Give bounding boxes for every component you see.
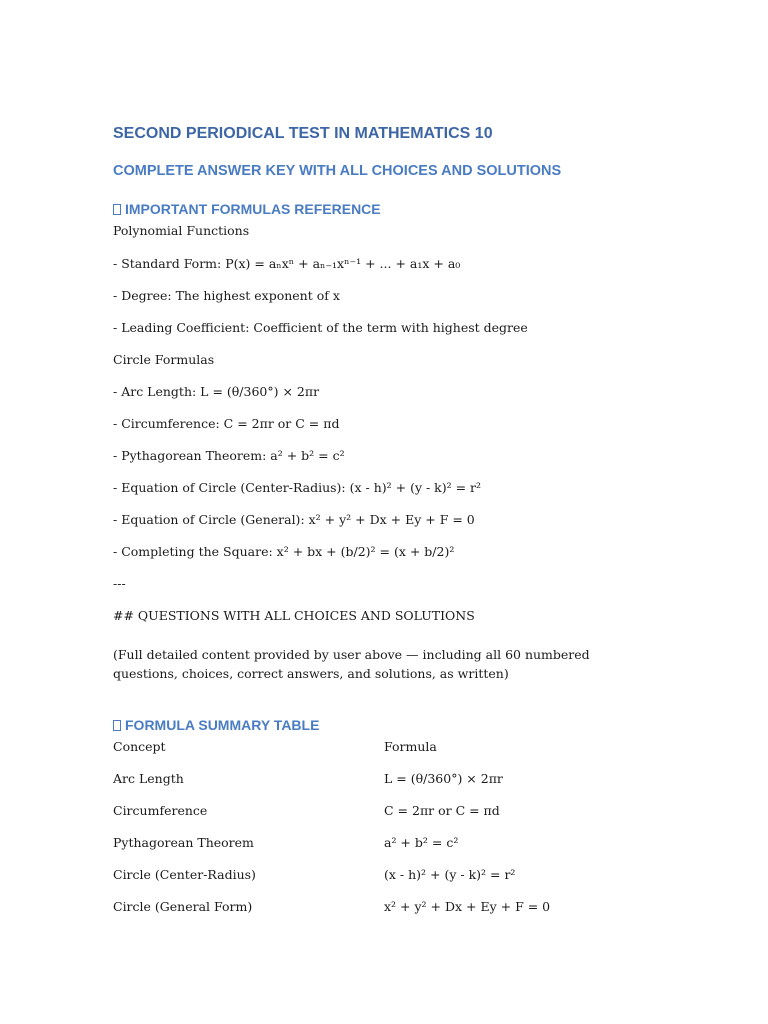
questions-note: (Full detailed content provided by user above — including all 60 numbered questions, choices, correct answers, and solutions, as written) <box>113 647 590 681</box>
section-divider: --- <box>113 576 126 591</box>
formula-line: - Pythagorean Theorem: a² + b² = c² <box>113 448 345 463</box>
table-cell-formula: x² + y² + Dx + Ey + F = 0 <box>384 899 551 914</box>
formulas-heading <box>113 201 381 217</box>
missing-glyph-icon <box>113 720 121 731</box>
table-cell-concept: Circle (General Form) <box>113 899 253 914</box>
table-header-cell: Concept <box>113 739 166 754</box>
formula-line: - Equation of Circle (General): x² + y² + Dx + Ey + F = 0 <box>113 512 475 527</box>
document-subtitle: COMPLETE ANSWER KEY WITH ALL CHOICES AND SOLUTIONS <box>113 163 562 179</box>
table-cell-formula: (x - h)² + (y - k)² = r² <box>384 867 516 882</box>
polynomial-heading: Polynomial Functions <box>113 223 250 238</box>
table-cell-concept: Pythagorean Theorem <box>113 835 254 850</box>
table-cell-concept: Circumference <box>113 803 208 818</box>
table-cell-concept: Arc Length <box>113 771 184 786</box>
table-cell-formula: C = 2πr or C = πd <box>384 803 500 818</box>
formula-line: - Standard Form: P(x) = aₙxⁿ + aₙ₋₁xⁿ⁻¹ + ... + a₁x + a₀ <box>113 256 461 271</box>
formula-line: - Completing the Square: x² + bx + (b/2)² = (x + b/2)² <box>113 544 455 559</box>
summary-table-heading-text: FORMULA SUMMARY TABLE <box>125 717 320 733</box>
summary-table-heading <box>113 717 319 733</box>
formula-line: - Degree: The highest exponent of x <box>113 288 340 303</box>
formula-line: - Arc Length: L = (θ/360°) × 2πr <box>113 384 320 399</box>
questions-heading: ## QUESTIONS WITH ALL CHOICES AND SOLUTIONS <box>113 608 475 623</box>
missing-glyph-icon <box>113 204 121 215</box>
table-cell-concept: Circle (Center-Radius) <box>113 867 256 882</box>
formula-line: - Equation of Circle (Center-Radius): (x - h)² + (y - k)² = r² <box>113 480 482 495</box>
formulas-heading-text: IMPORTANT FORMULAS REFERENCE <box>125 201 381 217</box>
table-header-cell: Formula <box>384 739 437 754</box>
table-cell-formula: a² + b² = c² <box>384 835 459 850</box>
formula-line: - Circumference: C = 2πr or C = πd <box>113 416 340 431</box>
formula-line: - Leading Coefficient: Coefficient of the term with highest degree <box>113 320 528 335</box>
table-cell-formula: L = (θ/360°) × 2πr <box>384 771 503 786</box>
document-title: SECOND PERIODICAL TEST IN MATHEMATICS 10 <box>113 125 493 142</box>
circle-heading: Circle Formulas <box>113 352 215 367</box>
